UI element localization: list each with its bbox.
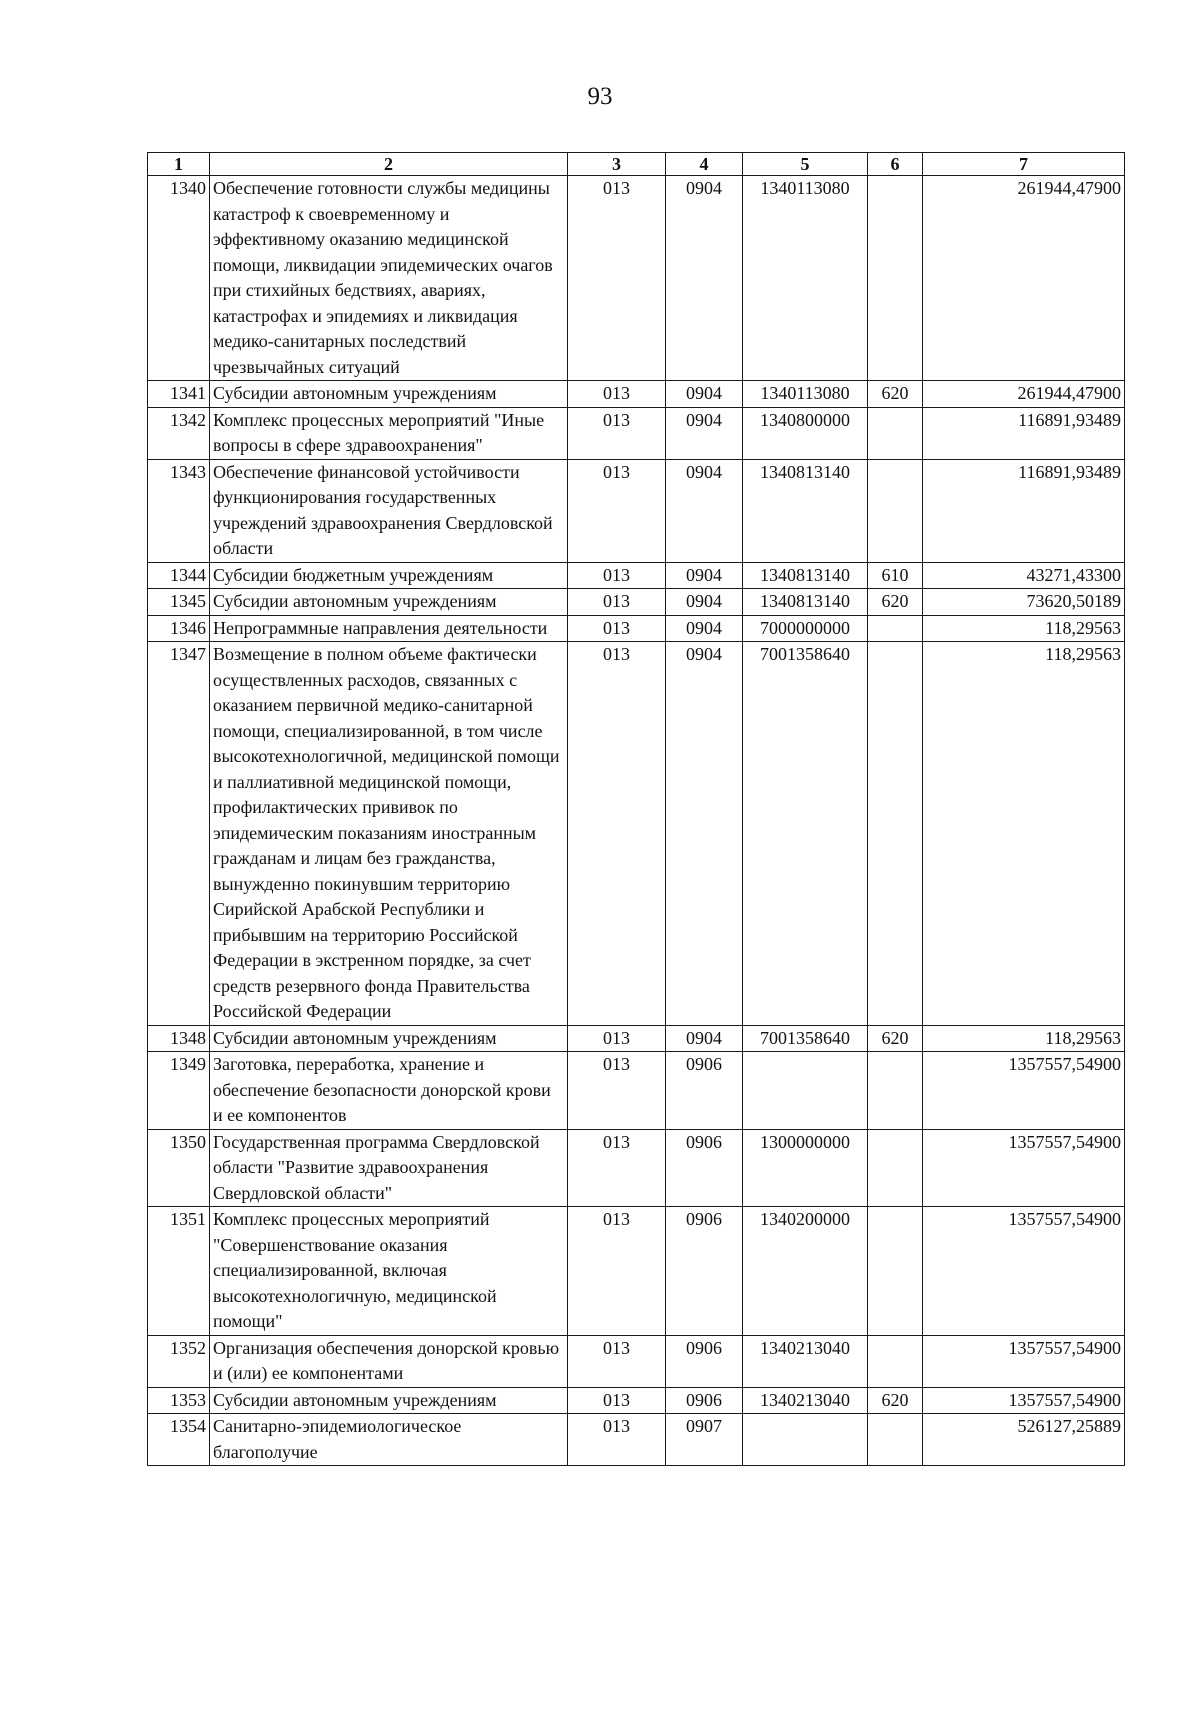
expense-name-cell: Субсидии автономным учреждениям: [210, 381, 568, 408]
section-code-cell: 0904: [666, 589, 743, 616]
target-code-cell: 1340200000: [743, 1207, 868, 1336]
target-code-cell: 1300000000: [743, 1129, 868, 1207]
header-cell-7: 7: [923, 153, 1125, 176]
section-code-cell: 0906: [666, 1052, 743, 1130]
admin-code-cell: 013: [568, 381, 666, 408]
expense-type-cell: [868, 615, 923, 642]
table-row: [148, 459, 1125, 562]
amount-cell: 1357557,54900: [923, 1052, 1125, 1130]
row-number-cell: 1343: [148, 459, 210, 562]
section-code-cell: 0904: [666, 176, 743, 381]
row-number-cell: 1353: [148, 1387, 210, 1414]
admin-code-cell: 013: [568, 1335, 666, 1387]
table-row: [148, 1335, 1125, 1387]
expense-type-cell: [868, 1129, 923, 1207]
expense-type-cell: [868, 1335, 923, 1387]
row-number-cell: 1344: [148, 562, 210, 589]
amount-cell: 118,29563: [923, 642, 1125, 1026]
header-cell-5: 5: [743, 153, 868, 176]
admin-code-cell: 013: [568, 1387, 666, 1414]
admin-code-cell: 013: [568, 407, 666, 459]
amount-cell: 1357557,54900: [923, 1129, 1125, 1207]
target-code-cell: [743, 1052, 868, 1130]
row-number-cell: 1352: [148, 1335, 210, 1387]
table-row: [148, 589, 1125, 616]
table-row: [148, 1129, 1125, 1207]
table-row: [148, 1052, 1125, 1130]
section-code-cell: 0907: [666, 1414, 743, 1466]
row-number-cell: 1347: [148, 642, 210, 1026]
amount-cell: 1357557,54900: [923, 1387, 1125, 1414]
amount-cell: 118,29563: [923, 1025, 1125, 1052]
expense-type-cell: [868, 176, 923, 381]
expense-type-cell: 620: [868, 589, 923, 616]
amount-cell: 118,29563: [923, 615, 1125, 642]
row-number-cell: 1345: [148, 589, 210, 616]
target-code-cell: 7001358640: [743, 642, 868, 1026]
admin-code-cell: 013: [568, 615, 666, 642]
row-number-cell: 1348: [148, 1025, 210, 1052]
expense-name-cell: Санитарно-эпидемиологическое благополучие: [210, 1414, 568, 1466]
header-cell-1: 1: [148, 153, 210, 176]
amount-cell: 116891,93489: [923, 459, 1125, 562]
expense-type-cell: 620: [868, 1025, 923, 1052]
amount-cell: 116891,93489: [923, 407, 1125, 459]
section-code-cell: 0906: [666, 1335, 743, 1387]
expense-name-cell: Субсидии бюджетным учреждениям: [210, 562, 568, 589]
header-cell-4: 4: [666, 153, 743, 176]
expense-name-cell: Комплекс процессных мероприятий "Совершенствование оказания специализированной, включая высокотехнологичную, медицинской помощи": [210, 1207, 568, 1336]
table-body: [148, 176, 1125, 1466]
section-code-cell: 0904: [666, 459, 743, 562]
expense-type-cell: [868, 642, 923, 1026]
expense-type-cell: 610: [868, 562, 923, 589]
amount-cell: 261944,47900: [923, 176, 1125, 381]
expense-type-cell: [868, 1414, 923, 1466]
expense-name-cell: Субсидии автономным учреждениям: [210, 1387, 568, 1414]
expense-type-cell: 620: [868, 1387, 923, 1414]
expense-name-cell: Обеспечение финансовой устойчивости функционирования государственных учреждений здравоохранения Свердловской области: [210, 459, 568, 562]
table-header: [148, 153, 1125, 176]
admin-code-cell: 013: [568, 459, 666, 562]
expense-name-cell: Непрограммные направления деятельности: [210, 615, 568, 642]
table-row: [148, 1387, 1125, 1414]
expense-name-cell: Возмещение в полном объеме фактически осуществленных расходов, связанных с оказанием первичной медико-санитарной помощи, специализированной, в том числе высокотехнологичной, медицинской помощи и паллиативной медицинской помощи, профилактических прививок по эпидемическим показаниям иностранным гражданам и лицам без гражданства, вынужденно покинувшим территорию Сирийской Арабской Республики и прибывшим на территорию Российской Федерации в экстренном порядке, за счет средств резервного фонда Правительства Российской Федерации: [210, 642, 568, 1026]
amount-cell: 261944,47900: [923, 381, 1125, 408]
admin-code-cell: 013: [568, 1052, 666, 1130]
admin-code-cell: 013: [568, 642, 666, 1026]
target-code-cell: [743, 1414, 868, 1466]
header-row: [148, 153, 1125, 176]
target-code-cell: 1340813140: [743, 459, 868, 562]
expense-name-cell: Комплекс процессных мероприятий "Иные вопросы в сфере здравоохранения": [210, 407, 568, 459]
row-number-cell: 1341: [148, 381, 210, 408]
admin-code-cell: 013: [568, 1207, 666, 1336]
admin-code-cell: 013: [568, 1129, 666, 1207]
row-number-cell: 1340: [148, 176, 210, 381]
expense-name-cell: Заготовка, переработка, хранение и обеспечение безопасности донорской крови и ее компонентов: [210, 1052, 568, 1130]
section-code-cell: 0904: [666, 562, 743, 589]
expense-name-cell: Организация обеспечения донорской кровью и (или) ее компонентами: [210, 1335, 568, 1387]
header-cell-2: 2: [210, 153, 568, 176]
table-row: [148, 381, 1125, 408]
header-cell-3: 3: [568, 153, 666, 176]
table-row: [148, 1207, 1125, 1336]
target-code-cell: 1340113080: [743, 176, 868, 381]
section-code-cell: 0906: [666, 1129, 743, 1207]
expense-type-cell: [868, 1207, 923, 1336]
expense-name-cell: Государственная программа Свердловской области "Развитие здравоохранения Свердловской области": [210, 1129, 568, 1207]
target-code-cell: 1340113080: [743, 381, 868, 408]
section-code-cell: 0904: [666, 407, 743, 459]
table-row: [148, 562, 1125, 589]
target-code-cell: 7000000000: [743, 615, 868, 642]
admin-code-cell: 013: [568, 1414, 666, 1466]
amount-cell: 1357557,54900: [923, 1335, 1125, 1387]
expense-type-cell: [868, 1052, 923, 1130]
budget-table: [147, 152, 1125, 1466]
row-number-cell: 1346: [148, 615, 210, 642]
table-row: [148, 1025, 1125, 1052]
table-row: [148, 176, 1125, 381]
target-code-cell: 1340800000: [743, 407, 868, 459]
admin-code-cell: 013: [568, 176, 666, 381]
amount-cell: 1357557,54900: [923, 1207, 1125, 1336]
row-number-cell: 1350: [148, 1129, 210, 1207]
table-row: [148, 407, 1125, 459]
expense-type-cell: [868, 407, 923, 459]
expense-name-cell: Субсидии автономным учреждениям: [210, 589, 568, 616]
row-number-cell: 1354: [148, 1414, 210, 1466]
amount-cell: 43271,43300: [923, 562, 1125, 589]
row-number-cell: 1351: [148, 1207, 210, 1336]
table-row: [148, 1414, 1125, 1466]
section-code-cell: 0904: [666, 1025, 743, 1052]
expense-name-cell: Обеспечение готовности службы медицины катастроф к своевременному и эффективному оказанию медицинской помощи, ликвидации эпидемических очагов при стихийных бедствиях, авариях, катастрофах и эпидемиях и ликвидация медико-санитарных последствий чрезвычайных ситуаций: [210, 176, 568, 381]
expense-type-cell: 620: [868, 381, 923, 408]
target-code-cell: 1340813140: [743, 589, 868, 616]
header-cell-6: 6: [868, 153, 923, 176]
target-code-cell: 1340213040: [743, 1387, 868, 1414]
admin-code-cell: 013: [568, 589, 666, 616]
table-row: [148, 642, 1125, 1026]
amount-cell: 73620,50189: [923, 589, 1125, 616]
table-row: [148, 615, 1125, 642]
amount-cell: 526127,25889: [923, 1414, 1125, 1466]
admin-code-cell: 013: [568, 1025, 666, 1052]
row-number-cell: 1349: [148, 1052, 210, 1130]
section-code-cell: 0904: [666, 381, 743, 408]
admin-code-cell: 013: [568, 562, 666, 589]
section-code-cell: 0904: [666, 642, 743, 1026]
target-code-cell: 1340213040: [743, 1335, 868, 1387]
section-code-cell: 0904: [666, 615, 743, 642]
target-code-cell: 7001358640: [743, 1025, 868, 1052]
row-number-cell: 1342: [148, 407, 210, 459]
expense-type-cell: [868, 459, 923, 562]
page-number: 93: [587, 83, 613, 110]
section-code-cell: 0906: [666, 1207, 743, 1336]
section-code-cell: 0906: [666, 1387, 743, 1414]
expense-name-cell: Субсидии автономным учреждениям: [210, 1025, 568, 1052]
target-code-cell: 1340813140: [743, 562, 868, 589]
